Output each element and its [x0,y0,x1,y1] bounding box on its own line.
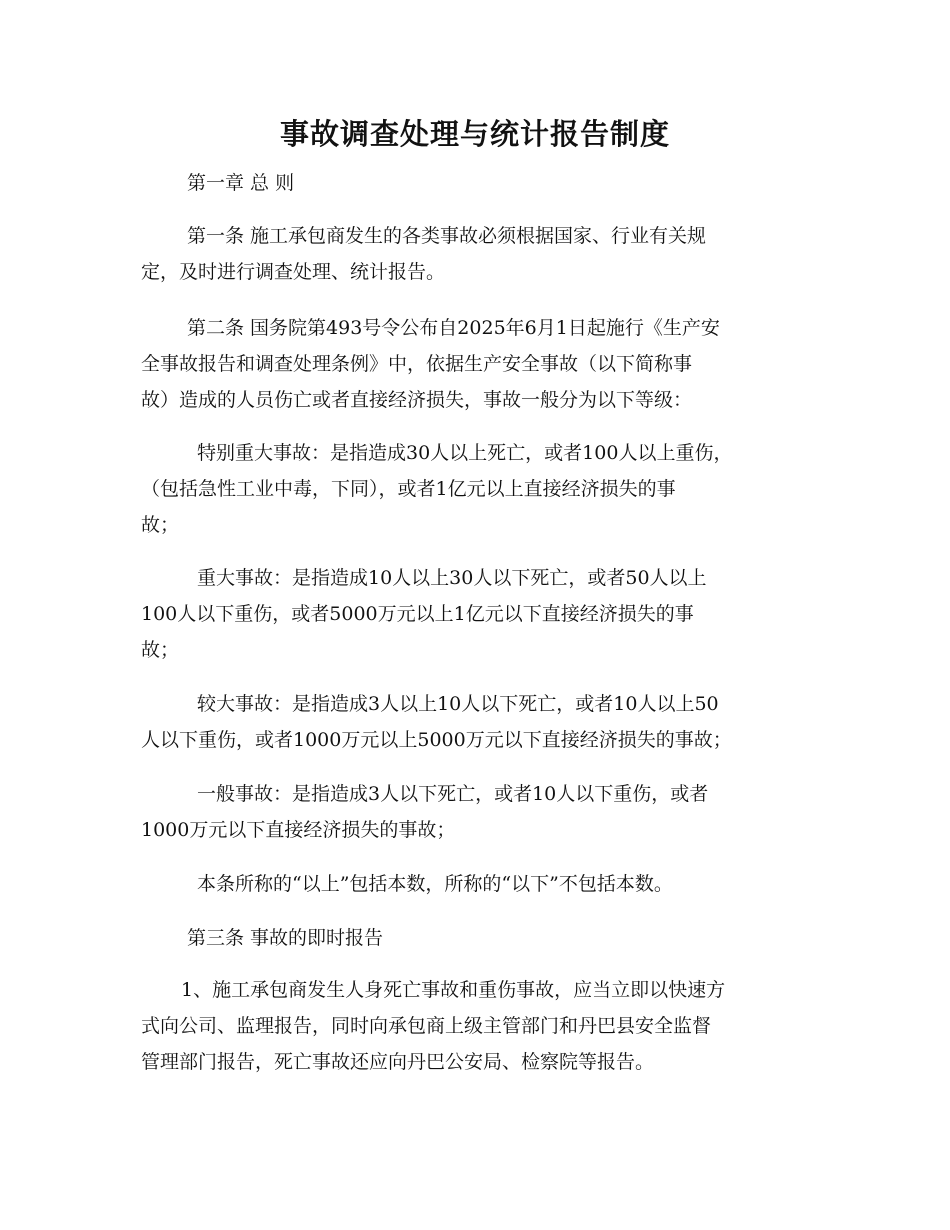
paragraph-line: （包括急性工业中毒，下同），或者1亿元以上直接经济损失的事 [141,478,676,500]
article-3-item-1 [141,972,811,1080]
paragraph-line: 第一条 施工承包商发生的各类事故必须根据国家、行业有关规 [187,225,707,247]
paragraph-line: 人以下重伤，或者1000万元以上5000万元以下直接经济损失的事故； [141,729,732,751]
paragraph-line: 故； [141,514,180,536]
level-major [141,560,811,668]
paragraph-line: 故）造成的人员伤亡或者直接经济损失，事故一般分为以下等级： [141,389,693,411]
level-general [141,776,811,848]
paragraph-line: 第三条 事故的即时报告 [187,927,384,949]
paragraph-line: 本条所称的“以上”包括本数，所称的“以下”不包括本数。 [197,873,673,895]
paragraph-line: 较大事故：是指造成3人以上10人以下死亡，或者10人以上50 [197,693,719,715]
paragraph-line: 100人以下重伤，或者5000万元以上1亿元以下直接经济损失的事 [141,603,694,625]
paragraph-line: 1、施工承包商发生人身死亡事故和重伤事故，应当立即以快速方 [181,979,726,1001]
paragraph-line: 式向公司、监理报告，同时向承包商上级主管部门和丹巴县安全监督 [141,1015,712,1037]
article-1 [141,218,811,290]
paragraph-line: 故； [141,639,180,661]
scope-note [141,866,811,902]
paragraph-line: 1000万元以下直接经济损失的事故； [141,819,456,841]
paragraph-line: 第二条 国务院第493号令公布自2025年6月1日起施行《生产安 [187,317,720,339]
paragraph-line: 一般事故：是指造成3人以下死亡，或者10人以下重伤，或者 [197,783,709,805]
document-title: 事故调查处理与统计报告制度 [279,117,670,151]
paragraph-line: 定，及时进行调查处理、统计报告。 [141,261,446,283]
chapter-line: 第一章 总 则 [187,172,295,194]
paragraph-line: 特别重大事故：是指造成30人以上死亡，或者100人以上重伤， [197,442,733,464]
article-3-heading [141,920,811,956]
paragraph-line: 管理部门报告，死亡事故还应向丹巴公安局、检察院等报告。 [141,1051,655,1073]
article-2 [141,310,811,418]
level-larger [141,686,811,758]
paragraph-line: 全事故报告和调查处理条例》中，依据生产安全事故（以下简称事 [141,353,693,375]
level-special [141,435,811,543]
paragraph-line: 重大事故：是指造成10人以上30人以下死亡，或者50人以上 [197,567,707,589]
chapter-heading [141,165,811,201]
